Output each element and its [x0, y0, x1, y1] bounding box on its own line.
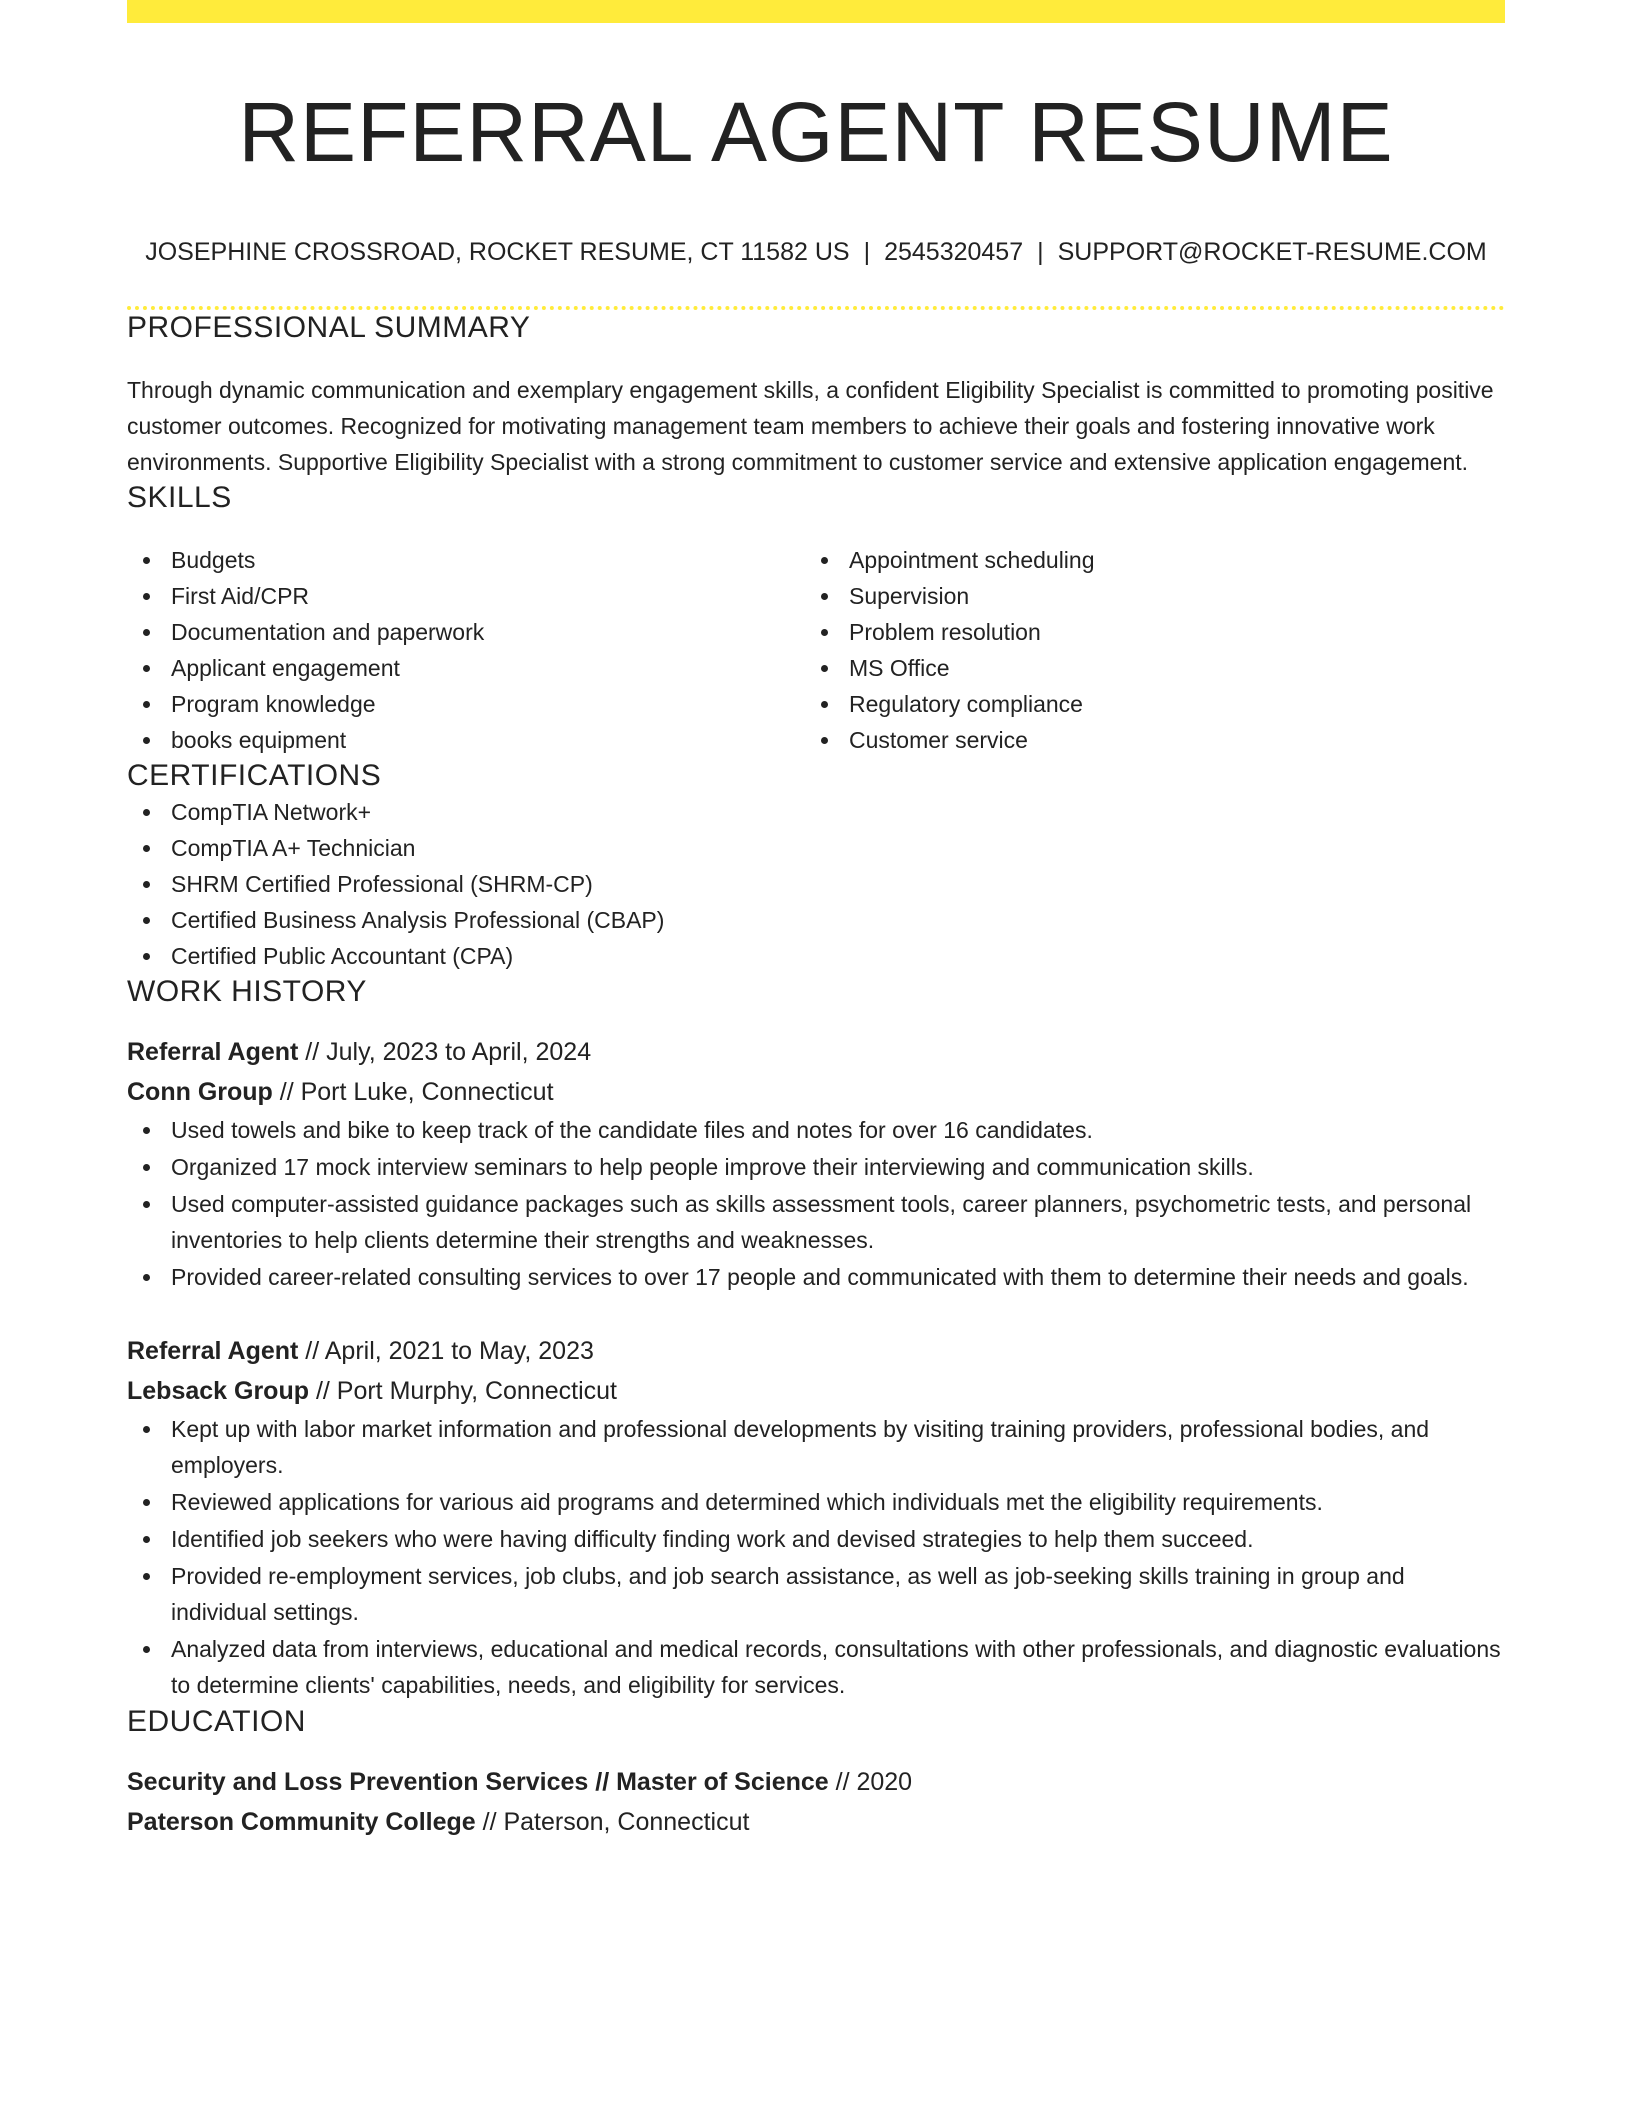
skills-heading: SKILLS: [127, 481, 232, 514]
certifications-heading: CERTIFICATIONS: [127, 759, 382, 792]
skill-item: First Aid/CPR: [127, 578, 805, 614]
education-entry: [127, 1762, 1505, 1842]
job-dates: // April, 2021 to May, 2023: [298, 1337, 594, 1365]
contact-separator: |: [1037, 238, 1044, 266]
resume-title: REFERRAL AGENT RESUME: [238, 85, 1394, 179]
summary-heading: PROFESSIONAL SUMMARY: [127, 311, 531, 344]
skill-item: Applicant engagement: [127, 650, 805, 686]
job-duty: Organized 17 mock interview seminars to help people improve their interviewing and communication skills.: [127, 1149, 1505, 1185]
job-duties-list: [127, 1112, 1505, 1295]
job-location: // Port Luke, Connecticut: [272, 1078, 554, 1106]
job-duties-list: [127, 1411, 1505, 1703]
skill-item: Regulatory compliance: [805, 686, 1483, 722]
job-entry: [127, 1032, 1505, 1295]
education-location: // Paterson, Connecticut: [475, 1808, 750, 1836]
job-dates: // July, 2023 to April, 2024: [298, 1038, 592, 1066]
job-duty: Provided re-employment services, job clubs, and job search assistance, as well as job-seeking skills training in group and individual settings.: [127, 1558, 1505, 1630]
job-duty: Reviewed applications for various aid programs and determined which individuals met the eligibility requirements.: [127, 1484, 1505, 1520]
job-company-line: [127, 1371, 1505, 1411]
job-entry: [127, 1331, 1505, 1703]
certification-item: CompTIA A+ Technician: [127, 830, 1505, 866]
skill-item: MS Office: [805, 650, 1483, 686]
job-duty: Used towels and bike to keep track of the candidate files and notes for over 16 candidates.: [127, 1112, 1505, 1148]
certification-item: SHRM Certified Professional (SHRM-CP): [127, 866, 1505, 902]
skill-item: Appointment scheduling: [805, 542, 1483, 578]
certification-item: Certified Business Analysis Professional (CBAP): [127, 902, 1505, 938]
job-title-line: [127, 1032, 1505, 1072]
job-company: Lebsack Group: [127, 1377, 309, 1405]
skill-item: Budgets: [127, 542, 805, 578]
education-school-line: [127, 1802, 1505, 1842]
education-degree: Security and Loss Prevention Services // Master of Science: [127, 1768, 829, 1796]
certifications-list: [127, 794, 1505, 974]
skill-item: Problem resolution: [805, 614, 1483, 650]
job-title-line: [127, 1331, 1505, 1371]
skills-columns: [127, 542, 1505, 758]
certification-item: Certified Public Accountant (CPA): [127, 938, 1505, 974]
contact-phone: 2545320457: [884, 238, 1024, 266]
skill-item: books equipment: [127, 722, 805, 758]
work-history-heading: WORK HISTORY: [127, 975, 367, 1008]
skill-item: Supervision: [805, 578, 1483, 614]
certification-item: CompTIA Network+: [127, 794, 1505, 830]
contact-separator: |: [863, 238, 871, 266]
job-duty: Analyzed data from interviews, educational and medical records, consultations with other professionals, and diagnostic evaluations to determine clients' capabilities, needs, and eligibility for services.: [127, 1631, 1505, 1703]
summary-text: Through dynamic communication and exemplary engagement skills, a confident Eligibility Specialist is committed to promoting positive customer outcomes. Recognized for motivating management team members to achieve their goals and fostering innovative work environments. Supportive Eligibility Specialist with a strong commitment to customer service and extensive application engagement.: [127, 377, 1494, 475]
top-accent-bar: [127, 0, 1505, 23]
skills-list-right: [805, 542, 1483, 758]
skill-item: Customer service: [805, 722, 1483, 758]
education-year: // 2020: [828, 1768, 913, 1796]
education-degree-line: [127, 1762, 1505, 1802]
job-title: Referral Agent: [127, 1337, 299, 1365]
skill-item: Program knowledge: [127, 686, 805, 722]
skill-item: Documentation and paperwork: [127, 614, 805, 650]
contact-email[interactable]: SUPPORT@ROCKET-RESUME.COM: [1057, 238, 1487, 266]
education-heading: EDUCATION: [127, 1705, 306, 1738]
job-duty: Identified job seekers who were having difficulty finding work and devised strategies to help them succeed.: [127, 1521, 1505, 1557]
job-company-line: [127, 1072, 1505, 1112]
job-duty: Provided career-related consulting services to over 17 people and communicated with them to determine their needs and goals.: [127, 1259, 1505, 1295]
education-school: Paterson Community College: [127, 1808, 476, 1836]
job-duty: Used computer-assisted guidance packages such as skills assessment tools, career planners, psychometric tests, and personal inventories to help clients determine their strengths and weaknesses.: [127, 1186, 1505, 1258]
contact-line: [127, 236, 1505, 268]
job-location: // Port Murphy, Connecticut: [309, 1377, 617, 1405]
resume-page: [127, 0, 1505, 1842]
contact-address: JOSEPHINE CROSSROAD, ROCKET RESUME, CT 11582 US: [145, 238, 850, 266]
job-company: Conn Group: [127, 1078, 273, 1106]
job-duty: Kept up with labor market information and professional developments by visiting training providers, professional bodies, and employers.: [127, 1411, 1505, 1483]
skills-list-left: [127, 542, 805, 758]
job-title: Referral Agent: [127, 1038, 299, 1066]
